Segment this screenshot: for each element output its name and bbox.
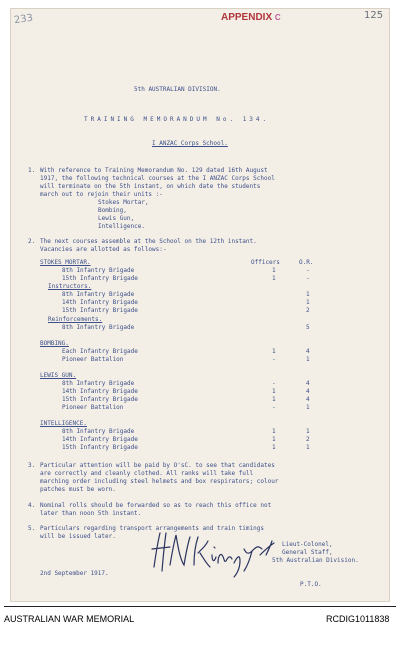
section-heading-intelligence: INTELLIGENCE. (40, 420, 87, 427)
unit-name: 15th Infantry Brigade (62, 444, 138, 451)
para5-line: Particulars regarding transport arrangements and train timings (40, 525, 264, 532)
signature-unit: 5th Australian Division. (272, 557, 359, 564)
or-count: 1 (306, 444, 310, 451)
signature-role: General Staff, (282, 549, 333, 556)
unit-name: 8th Infantry Brigade (62, 267, 135, 274)
or-count: 1 (306, 299, 310, 306)
officers-count: 1 (272, 444, 276, 451)
course-item: Bombing, (98, 207, 127, 214)
archive-footer (0, 612, 400, 628)
section-heading-bombing: BOMBING. (40, 340, 69, 347)
unit-name: 14th Infantry Brigade (62, 388, 138, 395)
para1-line: With reference to Training Memorandum No. 129 dated 16th August (40, 167, 268, 174)
or-count: 4 (306, 396, 310, 403)
course-item: Lewis Gun, (98, 215, 135, 222)
or-count: 4 (306, 348, 310, 355)
footer-institution: AUSTRALIAN WAR MEMORIAL (4, 614, 135, 624)
unit-name: Pioneer Battalion (62, 356, 124, 363)
para5-number: 5. (28, 525, 36, 532)
para5-line: will be issued later. (40, 533, 116, 540)
para3-line: are correctly and cleanly clothed. All ranks will take full (40, 470, 254, 477)
or-count: 1 (306, 428, 310, 435)
officers-count: 1 (272, 436, 276, 443)
archive-page-number-right: 125 (364, 10, 384, 21)
para1-number: 1. (28, 167, 36, 174)
unit-name: 8th Infantry Brigade (62, 324, 135, 331)
para3-number: 3. (28, 462, 36, 469)
document-date: 2nd September 1917. (40, 570, 109, 577)
officers-count: 1 (272, 396, 276, 403)
officers-count: - (272, 356, 276, 363)
para1-line: will terminate on the 5th instant, on which date the students (40, 183, 261, 190)
para3-line: Particular attention will be paid by O'sC. to see that candidates (40, 462, 275, 469)
footer-record-id: RCDIG1011838 (326, 614, 390, 624)
officers-count: 1 (272, 275, 276, 282)
or-count: 4 (306, 388, 310, 395)
unit-name: Pioneer Battalion (62, 404, 124, 411)
or-count: 1 (306, 356, 310, 363)
unit-name: 14th Infantry Brigade (62, 299, 138, 306)
unit-name: 8th Infantry Brigade (62, 291, 135, 298)
unit-name: 15th Infantry Brigade (62, 275, 138, 282)
unit-name: 8th Infantry Brigade (62, 428, 135, 435)
unit-name: 8th Infantry Brigade (62, 380, 135, 387)
or-count: 5 (306, 324, 310, 331)
para4-line: Nominal rolls should be forwarded so as to reach this office not (40, 502, 272, 509)
appendix-suffix: C (274, 13, 281, 22)
para2-line: Vacancies are allotted as follows:- (40, 246, 167, 253)
or-count: 4 (306, 380, 310, 387)
appendix-label: APPENDIX (221, 12, 273, 23)
para4-number: 4. (28, 502, 36, 509)
course-item: Stokes Mortar, (98, 199, 149, 206)
division-heading: 5th AUSTRALIAN DIVISION. (134, 86, 221, 93)
appendix-stamp (221, 12, 281, 23)
unit-name: Each Infantry Brigade (62, 348, 138, 355)
section-heading-instructors: Instructors. (48, 283, 92, 290)
para3-line: marching order including steel helmets and box respirators; colour (40, 478, 279, 485)
column-header-or: O.R. (299, 259, 314, 266)
memo-title: TRAINING MEMORANDUM No. 134. (84, 116, 270, 123)
handwritten-signature (148, 525, 278, 579)
para2-line: The next courses assemble at the School on the 12th instant. (40, 238, 257, 245)
signature-rank: Lieut-Colonel, (282, 541, 333, 548)
officers-count: - (272, 404, 276, 411)
school-heading: I ANZAC Corps School. (152, 140, 228, 147)
unit-name: 15th Infantry Brigade (62, 307, 138, 314)
para1-line: 1917, the following technical courses at the I ANZAC Corps School (40, 175, 275, 182)
officers-count: 1 (272, 348, 276, 355)
para4-line: later than noon 5th instant. (40, 510, 142, 517)
para2-number: 2. (28, 238, 36, 245)
para3-line: patches must be worn. (40, 486, 116, 493)
or-count: 2 (306, 307, 310, 314)
unit-name: 15th Infantry Brigade (62, 396, 138, 403)
section-heading-lewis-gun: LEWIS GUN. (40, 372, 77, 379)
officers-count: 1 (272, 388, 276, 395)
or-count: - (306, 275, 310, 282)
or-count: 2 (306, 436, 310, 443)
or-count: 1 (306, 404, 310, 411)
officers-count: 1 (272, 428, 276, 435)
para1-line: march out to rejoin their units :- (40, 191, 163, 198)
column-header-officers: Officers (251, 259, 280, 266)
footer-divider (4, 606, 396, 607)
section-heading-stokes: STOKES MORTAR. (40, 259, 91, 266)
section-heading-reinforcements: Reinforcements. (48, 316, 103, 323)
archive-page-number-left: 233 (13, 12, 34, 27)
or-count: - (306, 267, 310, 274)
unit-name: 14th Infantry Brigade (62, 436, 138, 443)
pto-note: P.T.O. (300, 581, 322, 588)
course-item: Intelligence. (98, 223, 145, 230)
officers-count: 1 (272, 267, 276, 274)
officers-count: - (272, 380, 276, 387)
or-count: 1 (306, 291, 310, 298)
